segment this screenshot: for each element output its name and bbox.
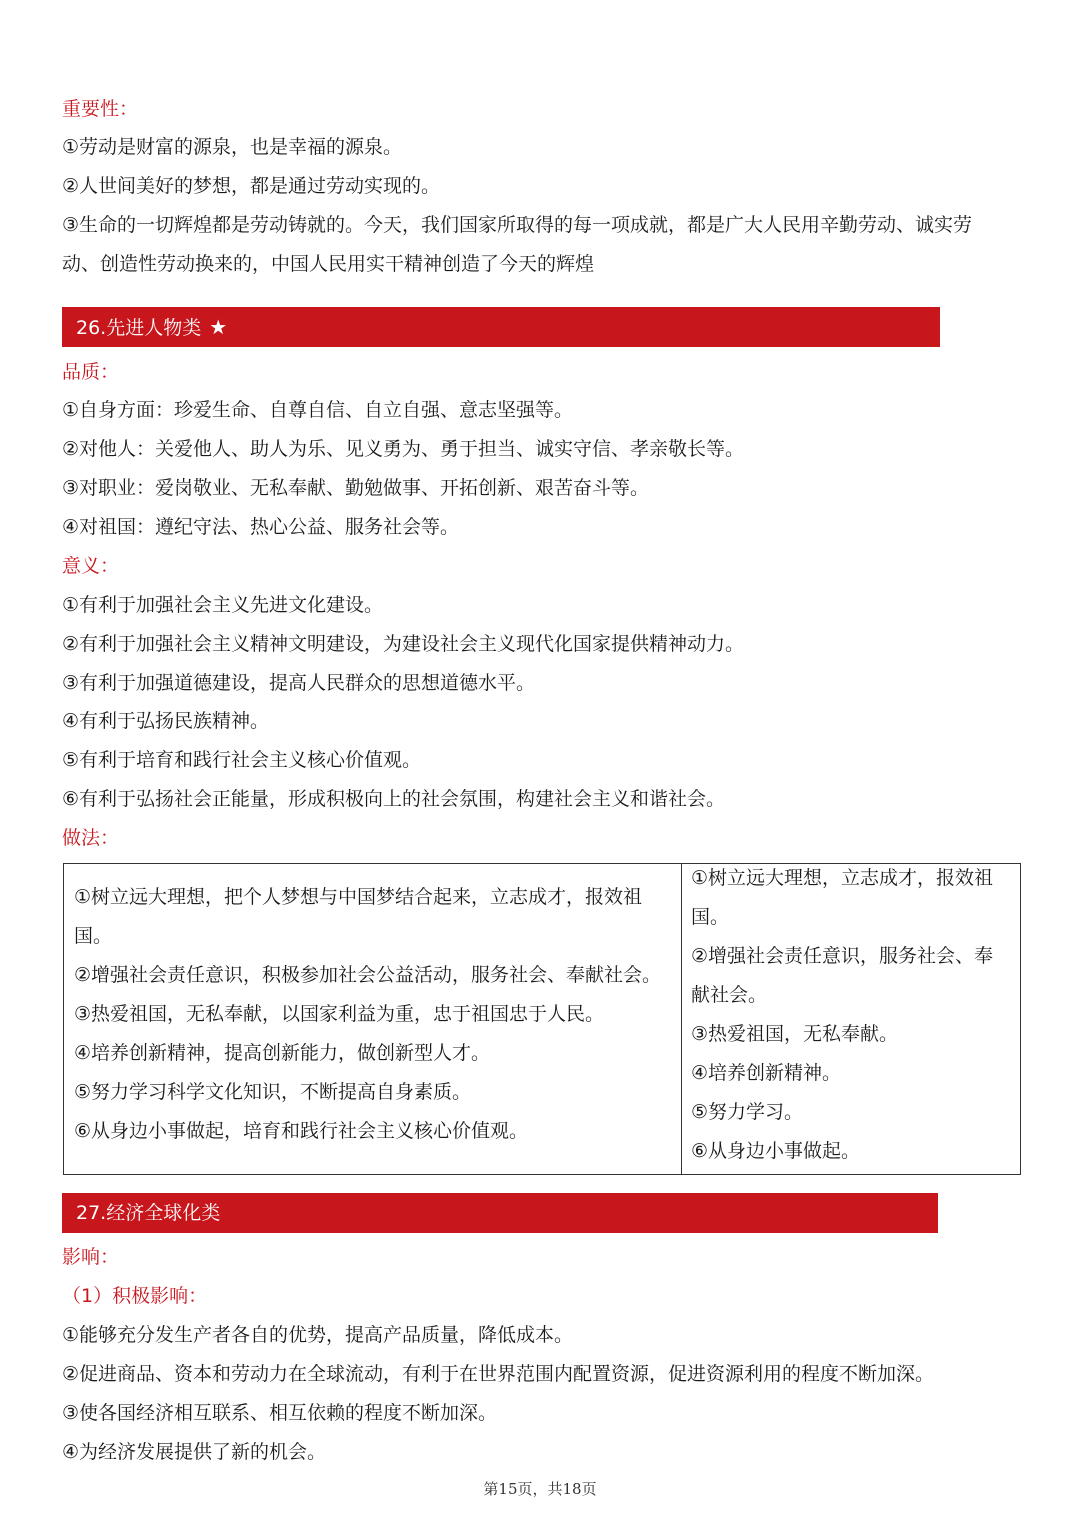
methods-table [63, 863, 1021, 1175]
list-item: ②有利于加强社会主义精神文明建设，为建设社会主义现代化国家提供精神动力。 [62, 633, 745, 655]
table-row: ③热爱祖国，无私奉献，以国家利益为重，忠于祖国忠于人民。 [74, 1003, 605, 1025]
list-item: ③使各国经济相互联系、相互依赖的程度不断加深。 [62, 1402, 498, 1424]
quality-heading: 品质： [62, 361, 120, 383]
table-row: ⑥从身边小事做起。 [691, 1140, 861, 1162]
table-row: 献社会。 [691, 984, 768, 1006]
table-row: ④培养创新精神。 [691, 1062, 842, 1084]
method-heading: 做法： [62, 827, 120, 849]
list-item: ①劳动是财富的源泉，也是幸福的源泉。 [62, 136, 403, 158]
list-item: ⑤有利于培育和践行社会主义核心价值观。 [62, 749, 422, 771]
section-26-title: 26.先进人物类 [76, 317, 202, 339]
list-item: ②对他人：关爱他人、助人为乐、见义勇为、勇于担当、诚实守信、孝亲敬长等。 [62, 438, 745, 460]
importance-heading: 重要性： [62, 98, 139, 120]
table-row: ④培养创新精神，提高创新能力，做创新型人才。 [74, 1042, 491, 1064]
table-row: ②增强社会责任意识，积极参加社会公益活动，服务社会、奉献社会。 [74, 964, 662, 986]
list-item: ②人世间美好的梦想，都是通过劳动实现的。 [62, 175, 441, 197]
star-icon: ★ [209, 315, 228, 339]
positive-influence-heading: （1）积极影响： [62, 1285, 208, 1307]
list-item: ④有利于弘扬民族精神。 [62, 710, 270, 732]
table-row: ②增强社会责任意识，服务社会、奉 [691, 945, 994, 967]
table-row: 国。 [74, 925, 113, 947]
methods-right-cell [691, 859, 1016, 1171]
table-row: ⑥从身边小事做起，培育和践行社会主义核心价值观。 [74, 1120, 529, 1142]
list-item: ①自身方面：珍爱生命、自尊自信、自立自强、意志坚强等。 [62, 399, 574, 421]
list-item: ④对祖国：遵纪守法、热心公益、服务社会等。 [62, 516, 460, 538]
list-item: ⑥有利于弘扬社会正能量，形成积极向上的社会氛围，构建社会主义和谐社会。 [62, 788, 726, 810]
page-number: 第15页，共18页 [483, 1480, 597, 1498]
table-row: ③热爱祖国，无私奉献。 [691, 1023, 899, 1045]
table-row: ①树立远大理想，立志成才，报效祖 [691, 867, 994, 889]
influence-heading: 影响： [62, 1246, 120, 1268]
list-item: ③生命的一切辉煌都是劳动铸就的。今天，我们国家所取得的每一项成就，都是广大人民用辛勤劳动、诚实劳 [62, 214, 973, 236]
table-row: ⑤努力学习科学文化知识，不断提高自身素质。 [74, 1081, 472, 1103]
list-item: ③有利于加强道德建设，提高人民群众的思想道德水平。 [62, 672, 536, 694]
section-27-header [62, 1193, 938, 1233]
table-row: 国。 [691, 906, 730, 928]
list-item: ①有利于加强社会主义先进文化建设。 [62, 594, 384, 616]
meaning-heading: 意义： [62, 555, 120, 577]
list-item: 动、创造性劳动换来的，中国人民用实干精神创造了今天的辉煌 [62, 253, 595, 275]
section-27-title: 27.经济全球化类 [76, 1202, 221, 1224]
table-divider [681, 864, 682, 1174]
methods-left-cell [74, 878, 674, 1151]
list-item: ②促进商品、资本和劳动力在全球流动，有利于在世界范围内配置资源，促进资源利用的程度不断加深。 [62, 1363, 935, 1385]
list-item: ①能够充分发生产者各自的优势，提高产品质量，降低成本。 [62, 1324, 574, 1346]
list-item: ③对职业：爱岗敬业、无私奉献、勤勉做事、开拓创新、艰苦奋斗等。 [62, 477, 650, 499]
list-item: ④为经济发展提供了新的机会。 [62, 1441, 327, 1463]
section-26-header [62, 307, 940, 347]
table-row: ⑤努力学习。 [691, 1101, 804, 1123]
table-row: ①树立远大理想，把个人梦想与中国梦结合起来，立志成才，报效祖 [74, 886, 643, 908]
